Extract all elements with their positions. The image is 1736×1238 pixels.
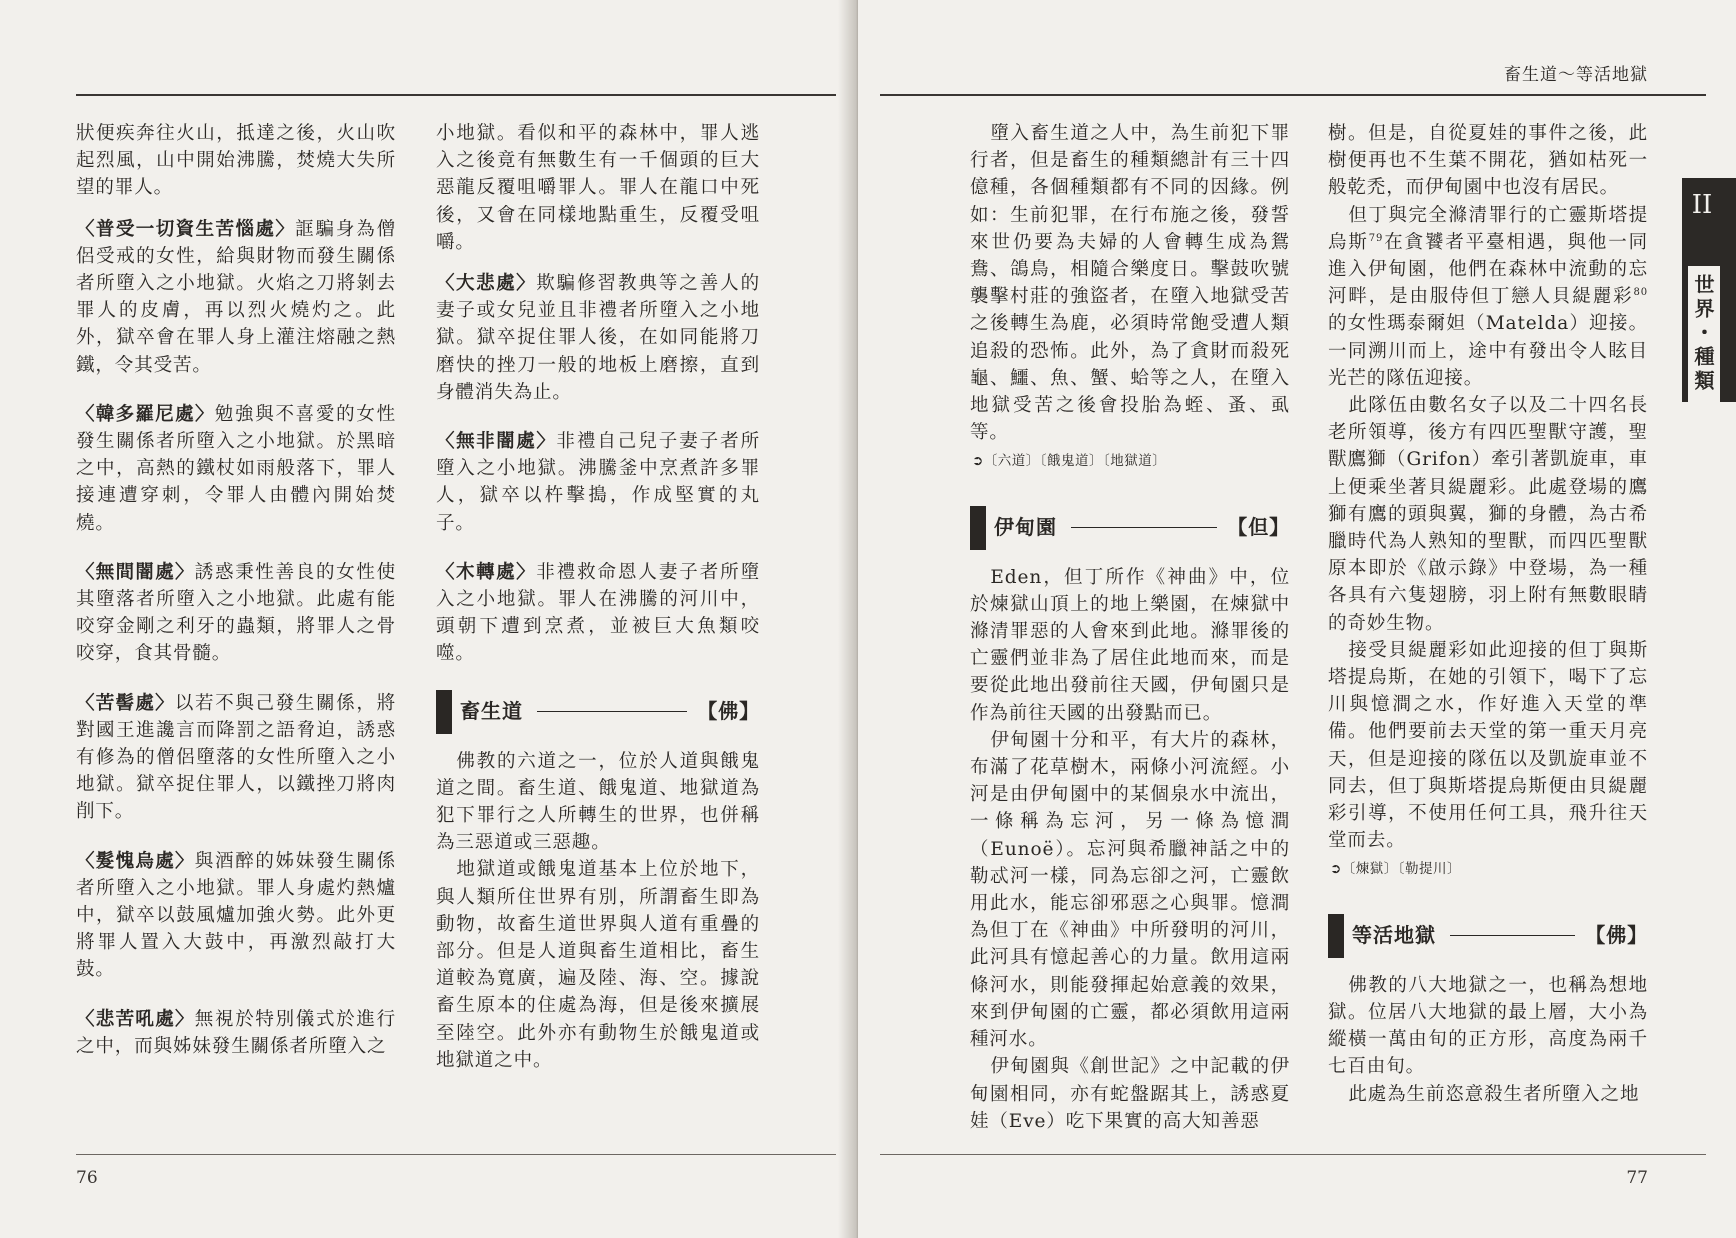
heading-tag: 【但】	[1227, 515, 1290, 540]
heading-rule	[537, 711, 687, 712]
right-column-1	[970, 120, 1290, 1135]
top-rule	[76, 94, 836, 96]
continuation-text: 狀便疾奔往火山，抵達之後，火山吹起烈風，山中開始沸騰，焚燒大失所望的罪人。	[76, 123, 396, 199]
top-rule	[880, 94, 1706, 96]
right-column-2	[1328, 120, 1648, 1108]
cross-reference: ➲〔煉獄〕〔勒提川〕	[1330, 861, 1462, 878]
body-paragraph: 伊甸園與《創世記》之中記載的伊甸園相同，亦有蛇盤踞其上，誘惑夏娃（Eve）吃下果實的高大知善惡	[970, 1056, 1290, 1132]
right-page	[858, 0, 1736, 1238]
running-head: 畜生道～等活地獄	[1504, 65, 1648, 85]
body-paragraph: 此處為生前恣意殺生者所墮入之地	[1348, 1083, 1640, 1105]
entry-term: 〈普受一切資生苦惱處〉	[76, 218, 296, 240]
heading-bar	[1328, 914, 1344, 958]
heading-title: 伊甸園	[994, 515, 1057, 540]
heading-tag: 【佛】	[697, 699, 760, 724]
bottom-rule	[76, 1154, 836, 1155]
footnote-mark: 80	[1633, 287, 1648, 299]
body-paragraph: Eden，但丁所作《神曲》中，位於煉獄山頂上的地上樂園，在煉獄中滌清罪惡的人會來到此地。滌罪後的亡靈們並非為了居住此地而來，而是要從此地出發前往天國，伊甸園只是作為前往天國的出發點而已。	[970, 566, 1290, 724]
entry-text: 非禮自己兒子妻子者所墮入之小地獄。沸騰釜中烹煮許多罪人，獄卒以杵擊搗，作成堅實的丸子。	[436, 431, 760, 534]
left-column-2	[436, 120, 760, 1074]
left-column-1	[76, 120, 396, 1082]
entry-text: 非禮救命恩人妻子者所墮入之小地獄。罪人在沸騰的河川中，頭朝下遭到烹煮，並被巨大魚類咬噬。	[436, 561, 760, 665]
heading-bar	[970, 506, 986, 550]
left-page	[0, 0, 858, 1238]
heading-title: 等活地獄	[1352, 923, 1436, 948]
entry-term: 〈無間闇處〉	[76, 561, 195, 583]
entry-term: 〈無非闇處〉	[436, 431, 557, 453]
body-paragraph	[1328, 202, 1648, 392]
thumb-tab-label: 世界・種類	[1688, 266, 1720, 402]
entry-heading	[436, 690, 760, 734]
entry	[76, 1006, 396, 1060]
entry-text: 誘惑秉性善良的女性使其墮落者所墮入之小地獄。此處有能咬穿金剛之利牙的蟲類，將罪人之骨咬穿，食其骨髓。	[76, 561, 396, 665]
entry-heading	[1328, 914, 1648, 958]
entry-term: 〈韓多羅尼處〉	[76, 403, 215, 425]
entry-heading	[970, 506, 1290, 550]
entry-term: 〈髮愧烏處〉	[76, 850, 195, 872]
body-paragraph: 伊甸園十分和平，有大片的森林，布滿了花草樹木，兩條小河流經。小河是由伊甸園中的某個泉水中流出，一條稱為忘河，另一條為憶澗（Eunoë）。忘河與希臘神話之中的勒忒河一樣，同為忘卻之河，亡靈飲用此水，能忘卻邪惡之心與罪。憶澗為但丁在《神曲》中所發明的河川，此河具有憶起善心的力量。飲用這兩條河水，則能發揮起始意義的效果，來到伊甸園的亡靈，都必須飲用這兩種河水。	[970, 729, 1290, 1051]
entry	[436, 270, 760, 406]
page-number: 76	[76, 1168, 98, 1188]
paragraph-segment: 的女性瑪泰爾妲（Matelda）迎接。一同溯川而上，途中有發出令人眩目光芒的隊伍迎接。	[1328, 313, 1648, 389]
entry-text: 以若不與己發生關係，將對國王進讒言而降罰之語脅迫，誘惑有修為的僧侶墮落的女性所墮入之小地獄。獄卒捉住罪人，以鐵挫刀將肉削下。	[76, 692, 396, 823]
heading-title: 畜生道	[460, 699, 523, 724]
cross-reference: ➲〔六道〕〔餓鬼道〕〔地獄道〕	[972, 453, 1167, 470]
body-paragraph: 此隊伍由數名女子以及二十四名長老所領導，後方有四匹聖獸守護，聖獸鷹獅（Grifon）牽引著凱旋車，車上便乘坐著貝緹麗彩。此處登場的鷹獅有鷹的頭與翼，獅的身體，為古希臘時代為人熟知的聖獸，而四匹聖獸原本即於《啟示錄》中登場，為一種各具有六隻翅膀，羽上附有無數眼睛的奇妙生物。	[1328, 395, 1648, 634]
entry	[436, 559, 760, 668]
body-paragraph: 佛教的六道之一，位於人道與餓鬼道之間。畜生道、餓鬼道、地獄道為犯下罪行之人所轉生的世界，也併稱為三惡道或三惡趣。	[436, 750, 760, 854]
body-paragraph: 墮入畜生道之人中，為生前犯下罪行者，但是畜生的種類總計有三十四億種，各個種類都有不同的因緣。例如：生前犯罪，在行布施之後，發誓來世仍要為夫婦的人會轉生成為鴛鴦、鴿鳥，相隨合樂度日。擊鼓吹號襲擊村莊的強盜者，在墮入地獄受苦之後轉生為鹿，必須時常飽受遭人類追殺的恐怖。此外，為了貪財而殺死龜、鱷、魚、蟹、蛤等之人，在墮入地獄受苦之後會投胎為蛭、蚤、虱等。	[970, 123, 1290, 444]
body-paragraph: 接受貝緹麗彩如此迎接的但丁與斯塔提烏斯，在她的引領下，喝下了忘川與憶澗之水，作好進入天堂的準備。他們要前去天堂的第一重天月亮天，但是迎接的隊伍以及凱旋車並不同去，但丁與斯塔提烏斯便由貝緹麗彩引導，不使用任何工具，飛升往天堂而去。	[1328, 639, 1648, 852]
entry	[76, 559, 396, 668]
entry	[76, 848, 396, 984]
entry-term: 〈悲苦吼處〉	[76, 1008, 195, 1030]
entry-text: 無視於特別儀式於進行之中，而與姊妹發生關係者所墮入之	[76, 1008, 396, 1057]
heading-rule	[1450, 935, 1575, 936]
heading-rule	[1071, 527, 1217, 528]
entry-text: 勉強與不喜愛的女性發生關係者所墮入之小地獄。於黑暗之中，高熱的鐵杖如雨般落下，罪人接連遭穿刺，令罪人由體內開始焚燒。	[76, 403, 396, 534]
body-paragraph: 樹。但是，自從夏娃的事件之後，此樹便再也不生葉不開花，猶如枯死一般乾禿，而伊甸園中也沒有居民。	[1328, 123, 1648, 199]
heading-bar	[436, 690, 452, 734]
entry-text: 欺騙修習教典等之善人的妻子或女兒並且非禮者所墮入之小地獄。獄卒捉住罪人後，在如同能將刀磨快的挫刀一般的地板上磨擦，直到身體消失為止。	[436, 273, 760, 403]
page-number: 77	[1626, 1168, 1648, 1188]
entry-text: 誆騙身為僧侶受戒的女性，給與財物而發生關係者所墮入之小地獄。火焰之刀將剝去罪人的皮膚，再以烈火燒灼之。此外，獄卒會在罪人身上灌注熔融之熱鐵，令其受苦。	[76, 218, 396, 376]
entry	[76, 401, 396, 537]
paragraph-segment: 但丁與完全滌清罪行的亡靈斯塔提烏斯	[1328, 204, 1648, 253]
entry	[76, 690, 396, 826]
heading-tag: 【佛】	[1585, 923, 1648, 948]
entry	[436, 428, 760, 537]
entry	[76, 216, 396, 379]
entry-term: 〈大悲處〉	[436, 273, 537, 295]
continuation-text: 小地獄。看似和平的森林中，罪人逃入之後竟有無數生有一千個頭的巨大惡龍反覆咀嚼罪人。罪人在龍口中死後，又會在同樣地點重生，反覆受咀嚼。	[436, 123, 760, 253]
thumb-tab-number: II	[1691, 190, 1713, 220]
bottom-rule	[880, 1154, 1706, 1155]
footnote-mark: 79	[1368, 232, 1384, 244]
body-paragraph: 地獄道或餓鬼道基本上位於地下，與人類所住世界有別，所謂畜生即為動物，故畜生道世界與人道有重疊的部分。但是人道與畜生道相比，畜生道較為寬廣，遍及陸、海、空。據說畜生原本的住處為海，但是後來擴展至陸空。此外亦有動物生於餓鬼道或地獄道之中。	[436, 859, 760, 1071]
body-paragraph: 佛教的八大地獄之一，也稱為想地獄。位居八大地獄的最上層，大小為縱橫一萬由旬的正方形，高度為兩千七百由旬。	[1328, 974, 1648, 1078]
entry-term: 〈苦髻處〉	[76, 692, 175, 714]
entry-text: 與酒醉的姊妹發生關係者所墮入之小地獄。罪人身處灼熱爐中，獄卒以鼓風爐加強火勢。此外更將罪人置入大鼓中，再激烈敲打大鼓。	[76, 850, 396, 981]
paragraph-segment: 在貪饕者平臺相遇，與他一同進入伊甸園，他們在森林中流動的忘河畔，是由服侍但丁戀人貝緹麗彩	[1328, 231, 1648, 308]
entry-term: 〈木轉處〉	[436, 561, 537, 583]
